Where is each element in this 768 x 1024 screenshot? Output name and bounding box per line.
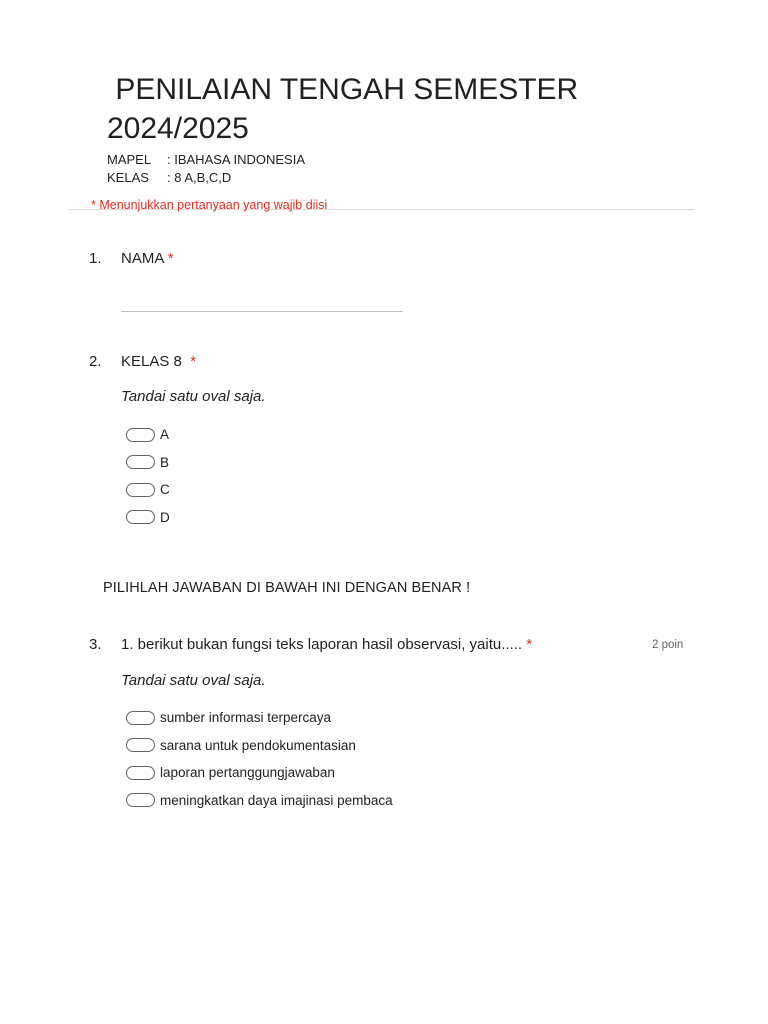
option-label: D	[160, 509, 170, 525]
option-b[interactable]	[126, 449, 170, 477]
radio-oval[interactable]	[126, 428, 155, 442]
question-helper-text: Tandai satu oval saja.	[121, 672, 266, 689]
form-title	[107, 70, 667, 148]
option-label: C	[160, 482, 170, 498]
radio-oval[interactable]	[126, 510, 155, 524]
option-label: A	[160, 427, 170, 443]
meta-value: : IBAHASA INDONESIA	[167, 152, 305, 167]
radio-oval[interactable]	[126, 738, 155, 752]
option-a[interactable]	[126, 421, 170, 449]
option-c[interactable]	[126, 476, 170, 504]
question-text: 1. berikut bukan fungsi teks laporan hasil observasi, yaitu.....	[121, 636, 523, 653]
required-note: * Menunjukkan pertanyaan yang wajib diisi	[91, 198, 328, 212]
question-title-observasi	[121, 636, 532, 653]
form-description	[107, 151, 305, 187]
radio-oval[interactable]	[126, 483, 155, 497]
option-label: sarana untuk pendokumentasian	[160, 737, 356, 753]
option-daya-imajinasi[interactable]	[126, 787, 393, 815]
question-points: 2 poin	[652, 639, 684, 651]
option-label: sumber informasi terpercaya	[160, 710, 332, 726]
radio-oval[interactable]	[126, 793, 155, 807]
form-title-line-1: PENILAIAN TENGAH SEMESTER	[107, 73, 579, 106]
question-text: KELAS 8	[121, 353, 182, 370]
form-title-line-2: 2024/2025	[107, 112, 249, 145]
meta-row-kelas	[107, 169, 305, 187]
option-sarana-pendokumentasian[interactable]	[126, 732, 393, 760]
question-helper-text: Tandai satu oval saja.	[121, 388, 266, 405]
option-label: meningkatkan daya imajinasi pembaca	[160, 792, 393, 808]
question-number: 2.	[89, 353, 102, 370]
radio-oval[interactable]	[126, 711, 155, 725]
option-d[interactable]	[126, 504, 170, 532]
question-title-kelas	[121, 353, 196, 370]
question-number: 1.	[89, 250, 102, 267]
observasi-options	[126, 704, 393, 814]
section-heading: PILIHLAH JAWABAN DI BAWAH INI DENGAN BENAR !	[103, 580, 471, 596]
option-sumber-informasi[interactable]	[126, 704, 393, 732]
kelas-options	[126, 421, 170, 531]
question-text: NAMA	[121, 250, 164, 267]
meta-row-mapel	[107, 151, 305, 169]
required-asterisk: *	[167, 250, 174, 267]
radio-oval[interactable]	[126, 455, 155, 469]
option-label: B	[160, 454, 170, 470]
question-title-nama	[121, 250, 174, 267]
meta-key: MAPEL	[107, 152, 152, 167]
required-asterisk: *	[526, 636, 533, 653]
radio-oval[interactable]	[126, 766, 155, 780]
option-label: laporan pertanggungjawaban	[160, 765, 335, 781]
meta-value: : 8 A,B,C,D	[167, 170, 232, 185]
question-number: 3.	[89, 636, 102, 653]
required-asterisk: *	[190, 353, 197, 370]
meta-key: KELAS	[107, 170, 149, 185]
option-laporan-pertanggungjawaban[interactable]	[126, 759, 393, 787]
nama-answer-field[interactable]	[121, 311, 403, 312]
